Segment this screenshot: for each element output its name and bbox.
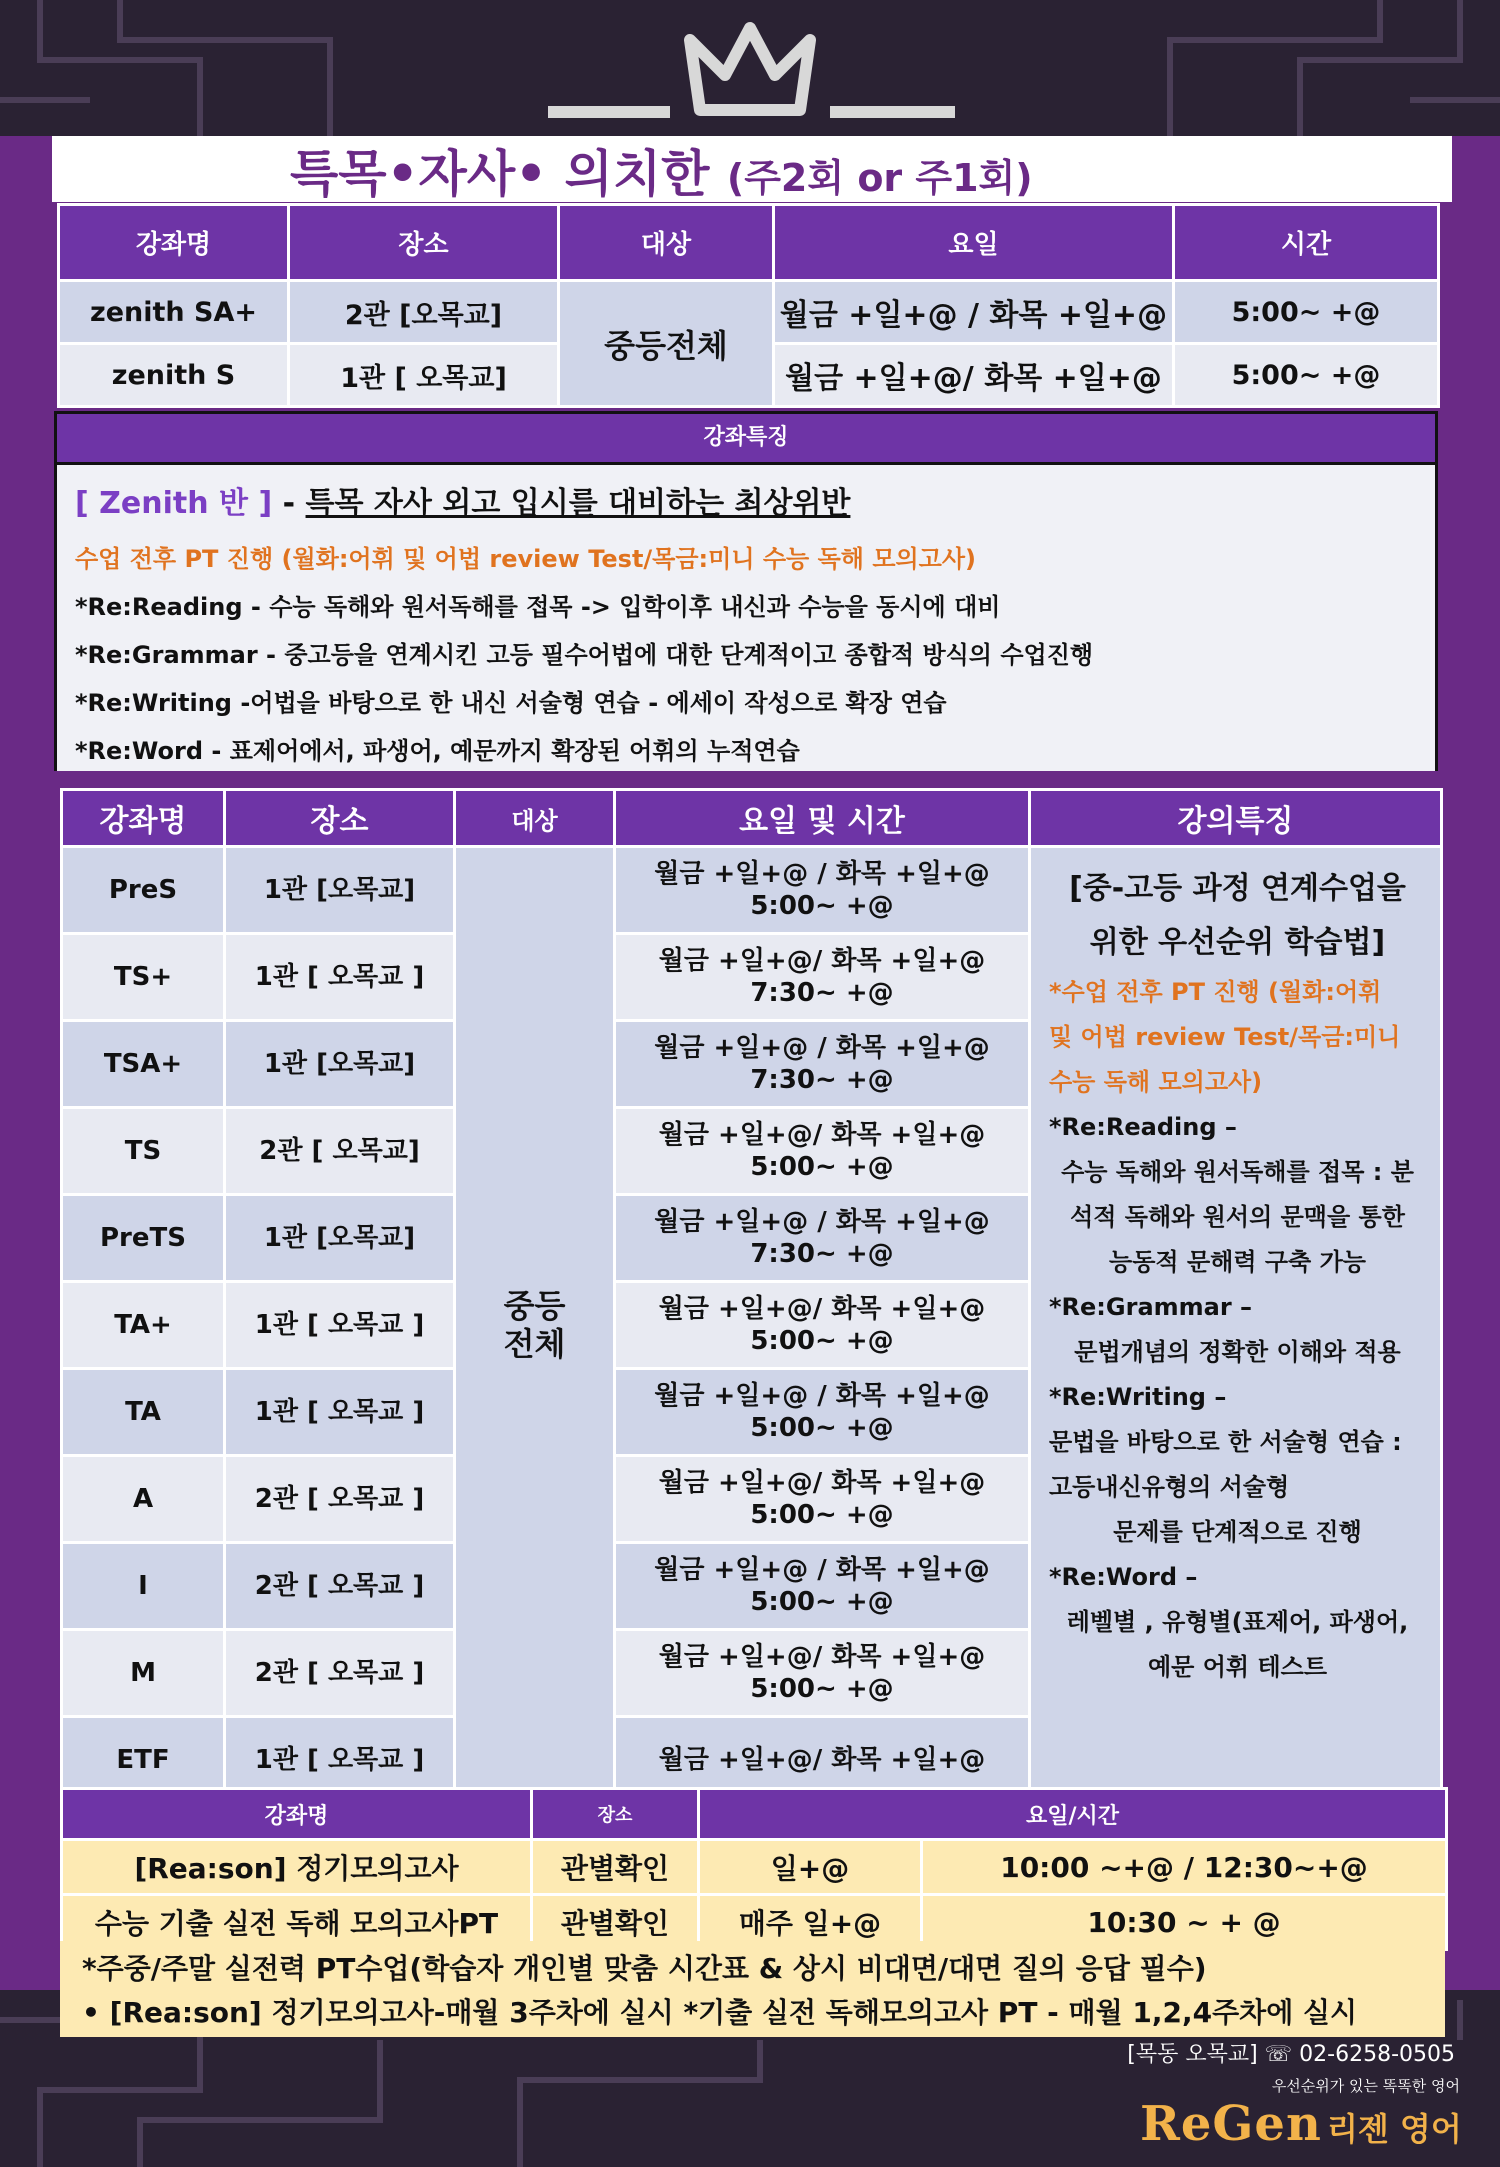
title-sub: (주2회 or 주1회) xyxy=(726,156,1033,200)
course-days: 월금 +일+@/ 화목 +일+@ xyxy=(658,1468,986,1498)
course-days: 월금 +일+@ / 화목 +일+@ xyxy=(654,859,990,889)
feature-grammar: *Re:Grammar - 중고등을 연계시킨 고등 필수어법에 대한 단계적이고 종합적 방식의 수업진행 xyxy=(75,641,1094,669)
lecture-reading-1: 수능 독해와 원서독해를 접목 : 분 xyxy=(1061,1158,1414,1186)
course-days: 월금 +일+@/ 화목 +일+@ xyxy=(658,1120,986,1150)
logo-word: ReGen xyxy=(1140,2096,1322,2152)
course-time: 5:00~ +@ xyxy=(1174,281,1439,344)
course-schedule xyxy=(615,1282,1030,1369)
course-place: 2관 [오목교] xyxy=(289,281,559,344)
exam-name: 수능 기출 실전 독해 모의고사PT xyxy=(62,1895,532,1950)
course-place: 2관 [ 오목교] xyxy=(225,1108,455,1195)
course-name: I xyxy=(62,1543,225,1630)
lecture-word-1: 레벨별 , 유형별(표제어, 파생어, xyxy=(1066,1608,1409,1636)
course-place: 1관 [ 오목교 ] xyxy=(225,934,455,1021)
course-name: PreS xyxy=(62,847,225,934)
course-target xyxy=(455,847,615,1804)
lecture-word-title: *Re:Word – xyxy=(1049,1563,1198,1591)
notes-box xyxy=(60,1941,1445,2037)
col-header-place: 장소 xyxy=(289,205,559,281)
zenith-label: [ Zenith 반 ] xyxy=(75,486,273,521)
course-time: 5:00~ +@ xyxy=(750,1413,894,1443)
zenith-dash: - xyxy=(272,486,306,521)
pt-line: 수업 전후 PT 진행 (월화:어휘 및 어법 review Test/목금:미니 수능 독해 모의고사) xyxy=(75,545,977,573)
course-time: 7:30~ +@ xyxy=(750,1239,894,1269)
col-header-target: 대상 xyxy=(559,205,774,281)
course-days: 월금 +일+@/ 화목 +일+@ xyxy=(774,344,1174,407)
lecture-heading-1: [중-고등 과정 연계수업을 xyxy=(1069,871,1406,906)
course-time: 7:30~ +@ xyxy=(750,1065,894,1095)
course-schedule xyxy=(615,934,1030,1021)
course-place: 1관 [ 오목교 ] xyxy=(225,1717,455,1804)
course-place: 1관 [ 오목교 ] xyxy=(225,1282,455,1369)
course-place: 1관 [ 오목교 ] xyxy=(225,1369,455,1456)
course-features-box xyxy=(54,411,1438,771)
course-schedule xyxy=(615,1021,1030,1108)
course-name: A xyxy=(62,1456,225,1543)
course-target: 중등전체 xyxy=(559,281,774,407)
course-place: 2관 [ 오목교 ] xyxy=(225,1630,455,1717)
course-days: 월금 +일+@ / 화목 +일+@ xyxy=(654,1033,990,1063)
course-time: 5:00~ +@ xyxy=(750,1152,894,1182)
note-line: • [Rea:son] 정기모의고사-매월 3주차에 실시 *기출 실전 독해모의고사 PT - 매월 1,2,4주차에 실시 xyxy=(82,1996,1358,2029)
lecture-pt-3: 수능 독해 모의고사) xyxy=(1049,1068,1263,1096)
title-main: 특목•자사• 의치한 xyxy=(290,145,710,203)
course-name: TS xyxy=(62,1108,225,1195)
course-schedule xyxy=(615,1543,1030,1630)
exam-place: 관별확인 xyxy=(532,1840,699,1895)
course-table-regular xyxy=(60,788,1443,1805)
course-schedule xyxy=(615,1630,1030,1717)
col-header-course: 강좌명 xyxy=(62,1789,532,1840)
course-time: 5:00~ +@ xyxy=(750,1587,894,1617)
exam-place: 관별확인 xyxy=(532,1895,699,1950)
course-name: M xyxy=(62,1630,225,1717)
lecture-writing-3: 문제를 단계적으로 진행 xyxy=(1113,1518,1362,1546)
course-days: 월금 +일+@ / 화목 +일+@ xyxy=(654,1381,990,1411)
contact-info: [목동 오목교] ☏ 02-6258-0505 xyxy=(1127,2042,1455,2067)
course-name: PreTS xyxy=(62,1195,225,1282)
logo-tagline: 우선순위가 있는 똑똑한 영어 xyxy=(1271,2077,1460,2095)
features-header: 강좌특징 xyxy=(57,414,1435,465)
col-header-day-time: 요일/시간 xyxy=(699,1789,1447,1840)
course-name: zenith SA+ xyxy=(59,281,289,344)
lecture-heading-2: 위한 우선순위 학습법] xyxy=(1089,925,1386,960)
course-days: 월금 +일+@ / 화목 +일+@ xyxy=(774,281,1174,344)
course-schedule xyxy=(615,1195,1030,1282)
course-time: 5:00~ +@ xyxy=(750,891,894,921)
table-row xyxy=(59,281,1439,344)
course-time: 5:00~ +@ xyxy=(750,1500,894,1530)
course-name: zenith S xyxy=(59,344,289,407)
lecture-grammar-title: *Re:Grammar – xyxy=(1049,1293,1253,1321)
course-place: 1관 [오목교] xyxy=(225,1021,455,1108)
course-time: 5:00~ +@ xyxy=(750,1674,894,1704)
course-place: 2관 [ 오목교 ] xyxy=(225,1456,455,1543)
course-name: TA xyxy=(62,1369,225,1456)
course-place: 1관 [오목교] xyxy=(225,847,455,934)
course-days: 월금 +일+@/ 화목 +일+@ xyxy=(658,1642,986,1672)
course-days: 월금 +일+@ / 화목 +일+@ xyxy=(654,1207,990,1237)
lecture-writing-1: 문법을 바탕으로 한 서술형 연습 : xyxy=(1049,1428,1402,1456)
table-row xyxy=(62,1840,1447,1895)
lecture-grammar-1: 문법개념의 정확한 이해와 적용 xyxy=(1074,1338,1401,1366)
lecture-writing-title: *Re:Writing – xyxy=(1049,1383,1227,1411)
feature-reading: *Re:Reading - 수능 독해와 원서독해를 접목 -> 입학이후 내신과 수능을 동시에 대비 xyxy=(75,593,1001,621)
course-schedule xyxy=(615,1456,1030,1543)
course-place: 1관 [오목교] xyxy=(225,1195,455,1282)
course-table-zenith xyxy=(57,203,1440,408)
course-place: 2관 [ 오목교 ] xyxy=(225,1543,455,1630)
exam-time: 10:30 ~ + @ xyxy=(922,1895,1447,1950)
regen-logo xyxy=(1140,2075,1460,2155)
zenith-desc: 특목 자사 외고 입시를 대비하는 최상위반 xyxy=(305,486,851,521)
target-line2: 전체 xyxy=(503,1325,566,1363)
course-time: 5:00~ +@ xyxy=(1174,344,1439,407)
col-header-course: 강좌명 xyxy=(62,790,225,847)
course-schedule xyxy=(615,847,1030,934)
lecture-pt-2: 및 어법 review Test/목금:미니 xyxy=(1049,1023,1401,1051)
course-days: 월금 +일+@/ 화목 +일+@ xyxy=(658,946,986,976)
col-header-time: 시간 xyxy=(1174,205,1439,281)
course-schedule xyxy=(615,1108,1030,1195)
lecture-reading-2: 석적 독해와 원서의 문맥을 통한 xyxy=(1070,1203,1405,1231)
exam-time: 10:00 ~+@ / 12:30~+@ xyxy=(922,1840,1447,1895)
lecture-reading-title: *Re:Reading – xyxy=(1049,1113,1237,1141)
page-title xyxy=(290,134,1190,203)
mock-exam-table xyxy=(60,1787,1448,1951)
feature-word: *Re:Word - 표제어에서, 파생어, 예문까지 확장된 어휘의 누적연습 xyxy=(75,737,800,765)
exam-name: [Rea:son] 정기모의고사 xyxy=(62,1840,532,1895)
exam-day: 일+@ xyxy=(699,1840,922,1895)
course-name: TS+ xyxy=(62,934,225,1021)
col-header-lecture: 강의특징 xyxy=(1030,790,1442,847)
exam-day: 매주 일+@ xyxy=(699,1895,922,1950)
col-header-days: 요일 xyxy=(774,205,1174,281)
course-time: 5:00~ +@ xyxy=(750,1326,894,1356)
target-line1: 중등 xyxy=(503,1287,566,1325)
lecture-writing-2: 고등내신유형의 서술형 xyxy=(1049,1473,1290,1501)
col-header-days-time: 요일 및 시간 xyxy=(615,790,1030,847)
course-time: 7:30~ +@ xyxy=(750,978,894,1008)
lecture-features xyxy=(1030,847,1442,1804)
course-name: TSA+ xyxy=(62,1021,225,1108)
col-header-place: 장소 xyxy=(532,1789,699,1840)
col-header-target: 대상 xyxy=(455,790,615,847)
note-line: *주중/주말 실전력 PT수업(학습자 개인별 맞춤 시간표 & 상시 비대면/대면 질의 응답 필수) xyxy=(82,1952,1207,1985)
col-header-course: 강좌명 xyxy=(59,205,289,281)
feature-writing: *Re:Writing -어법을 바탕으로 한 내신 서술형 연습 - 에세이 작성으로 확장 연습 xyxy=(75,689,947,717)
lecture-word-2: 예문 어휘 테스트 xyxy=(1148,1653,1327,1681)
course-schedule xyxy=(615,1369,1030,1456)
lecture-pt-1: *수업 전후 PT 진행 (월화:어휘 xyxy=(1049,978,1382,1006)
zenith-summary xyxy=(75,479,1417,535)
lecture-reading-3: 능동적 문해력 구축 가능 xyxy=(1109,1248,1366,1276)
course-days: 월금 +일+@/ 화목 +일+@ xyxy=(658,1745,986,1775)
course-name: ETF xyxy=(62,1717,225,1804)
logo-korean: 리젠 영어 xyxy=(1326,2110,1462,2148)
course-name: TA+ xyxy=(62,1282,225,1369)
col-header-place: 장소 xyxy=(225,790,455,847)
course-days: 월금 +일+@/ 화목 +일+@ xyxy=(658,1294,986,1324)
course-place: 1관 [ 오목교] xyxy=(289,344,559,407)
table-row xyxy=(62,847,1442,934)
course-days: 월금 +일+@ / 화목 +일+@ xyxy=(654,1555,990,1585)
